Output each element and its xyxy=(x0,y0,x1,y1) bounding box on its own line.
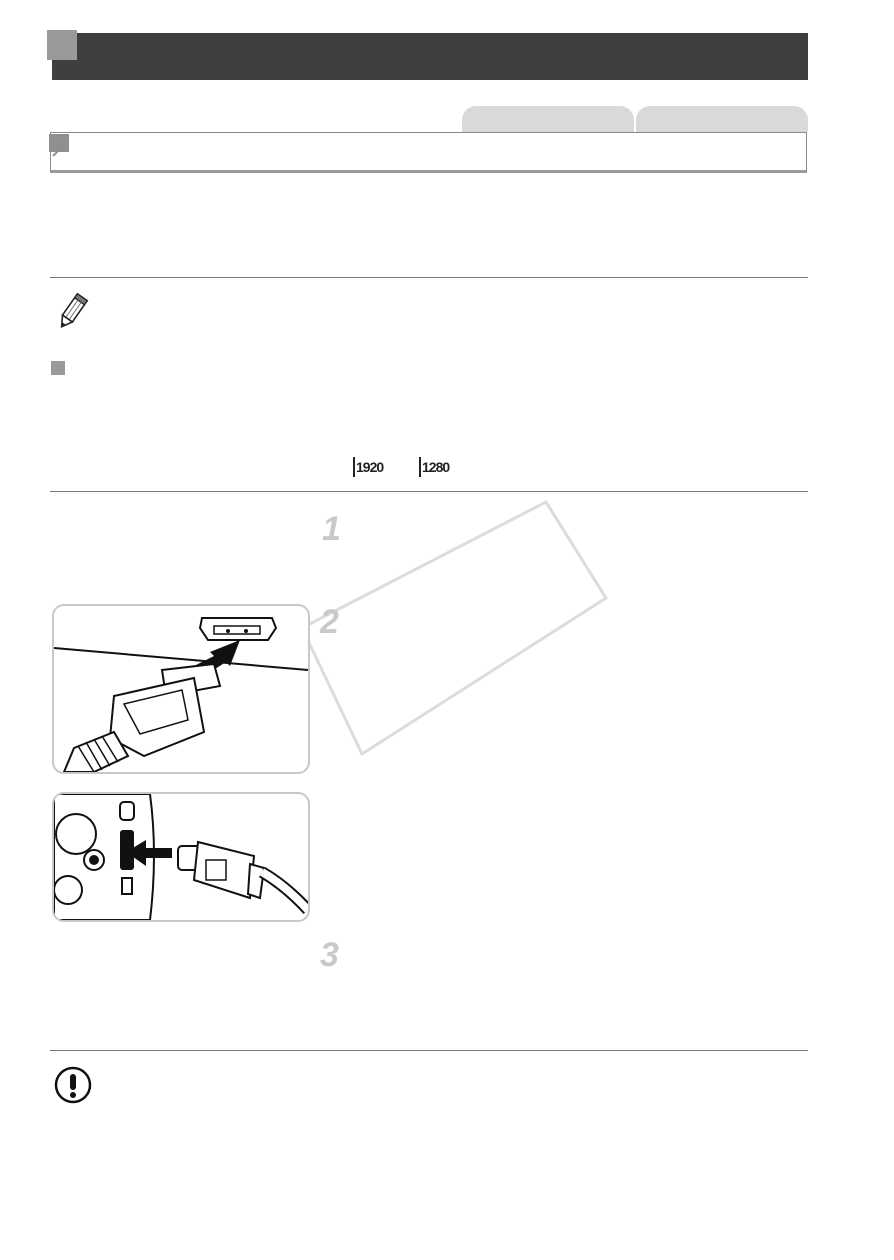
step-number: 1 xyxy=(322,510,341,548)
resolution-1280-icon xyxy=(419,457,449,477)
hdmi-port-icon xyxy=(200,618,276,640)
subsection-marker xyxy=(51,361,65,375)
resolution-label: 1280 xyxy=(422,459,450,475)
camera-hdmi-illustration xyxy=(52,792,310,922)
watermark xyxy=(250,490,650,770)
tv-hdmi-illustration xyxy=(52,604,310,774)
caution-icon xyxy=(54,1066,92,1104)
resolution-label: 1920 xyxy=(356,459,384,475)
tab-movies[interactable] xyxy=(636,106,808,132)
tab-still-images[interactable] xyxy=(462,106,634,132)
section-title-box xyxy=(50,132,807,173)
pencil-icon xyxy=(54,292,90,332)
step-number: 2 xyxy=(320,603,339,641)
divider xyxy=(50,1050,808,1051)
resolution-1920-icon xyxy=(353,457,383,477)
divider xyxy=(50,277,808,278)
chapter-header-bar xyxy=(52,33,808,80)
chapter-marker xyxy=(47,30,77,60)
hdmi-plug-icon xyxy=(64,664,220,772)
step-number: 3 xyxy=(320,936,339,974)
mini-hdmi-plug-icon xyxy=(178,842,308,910)
